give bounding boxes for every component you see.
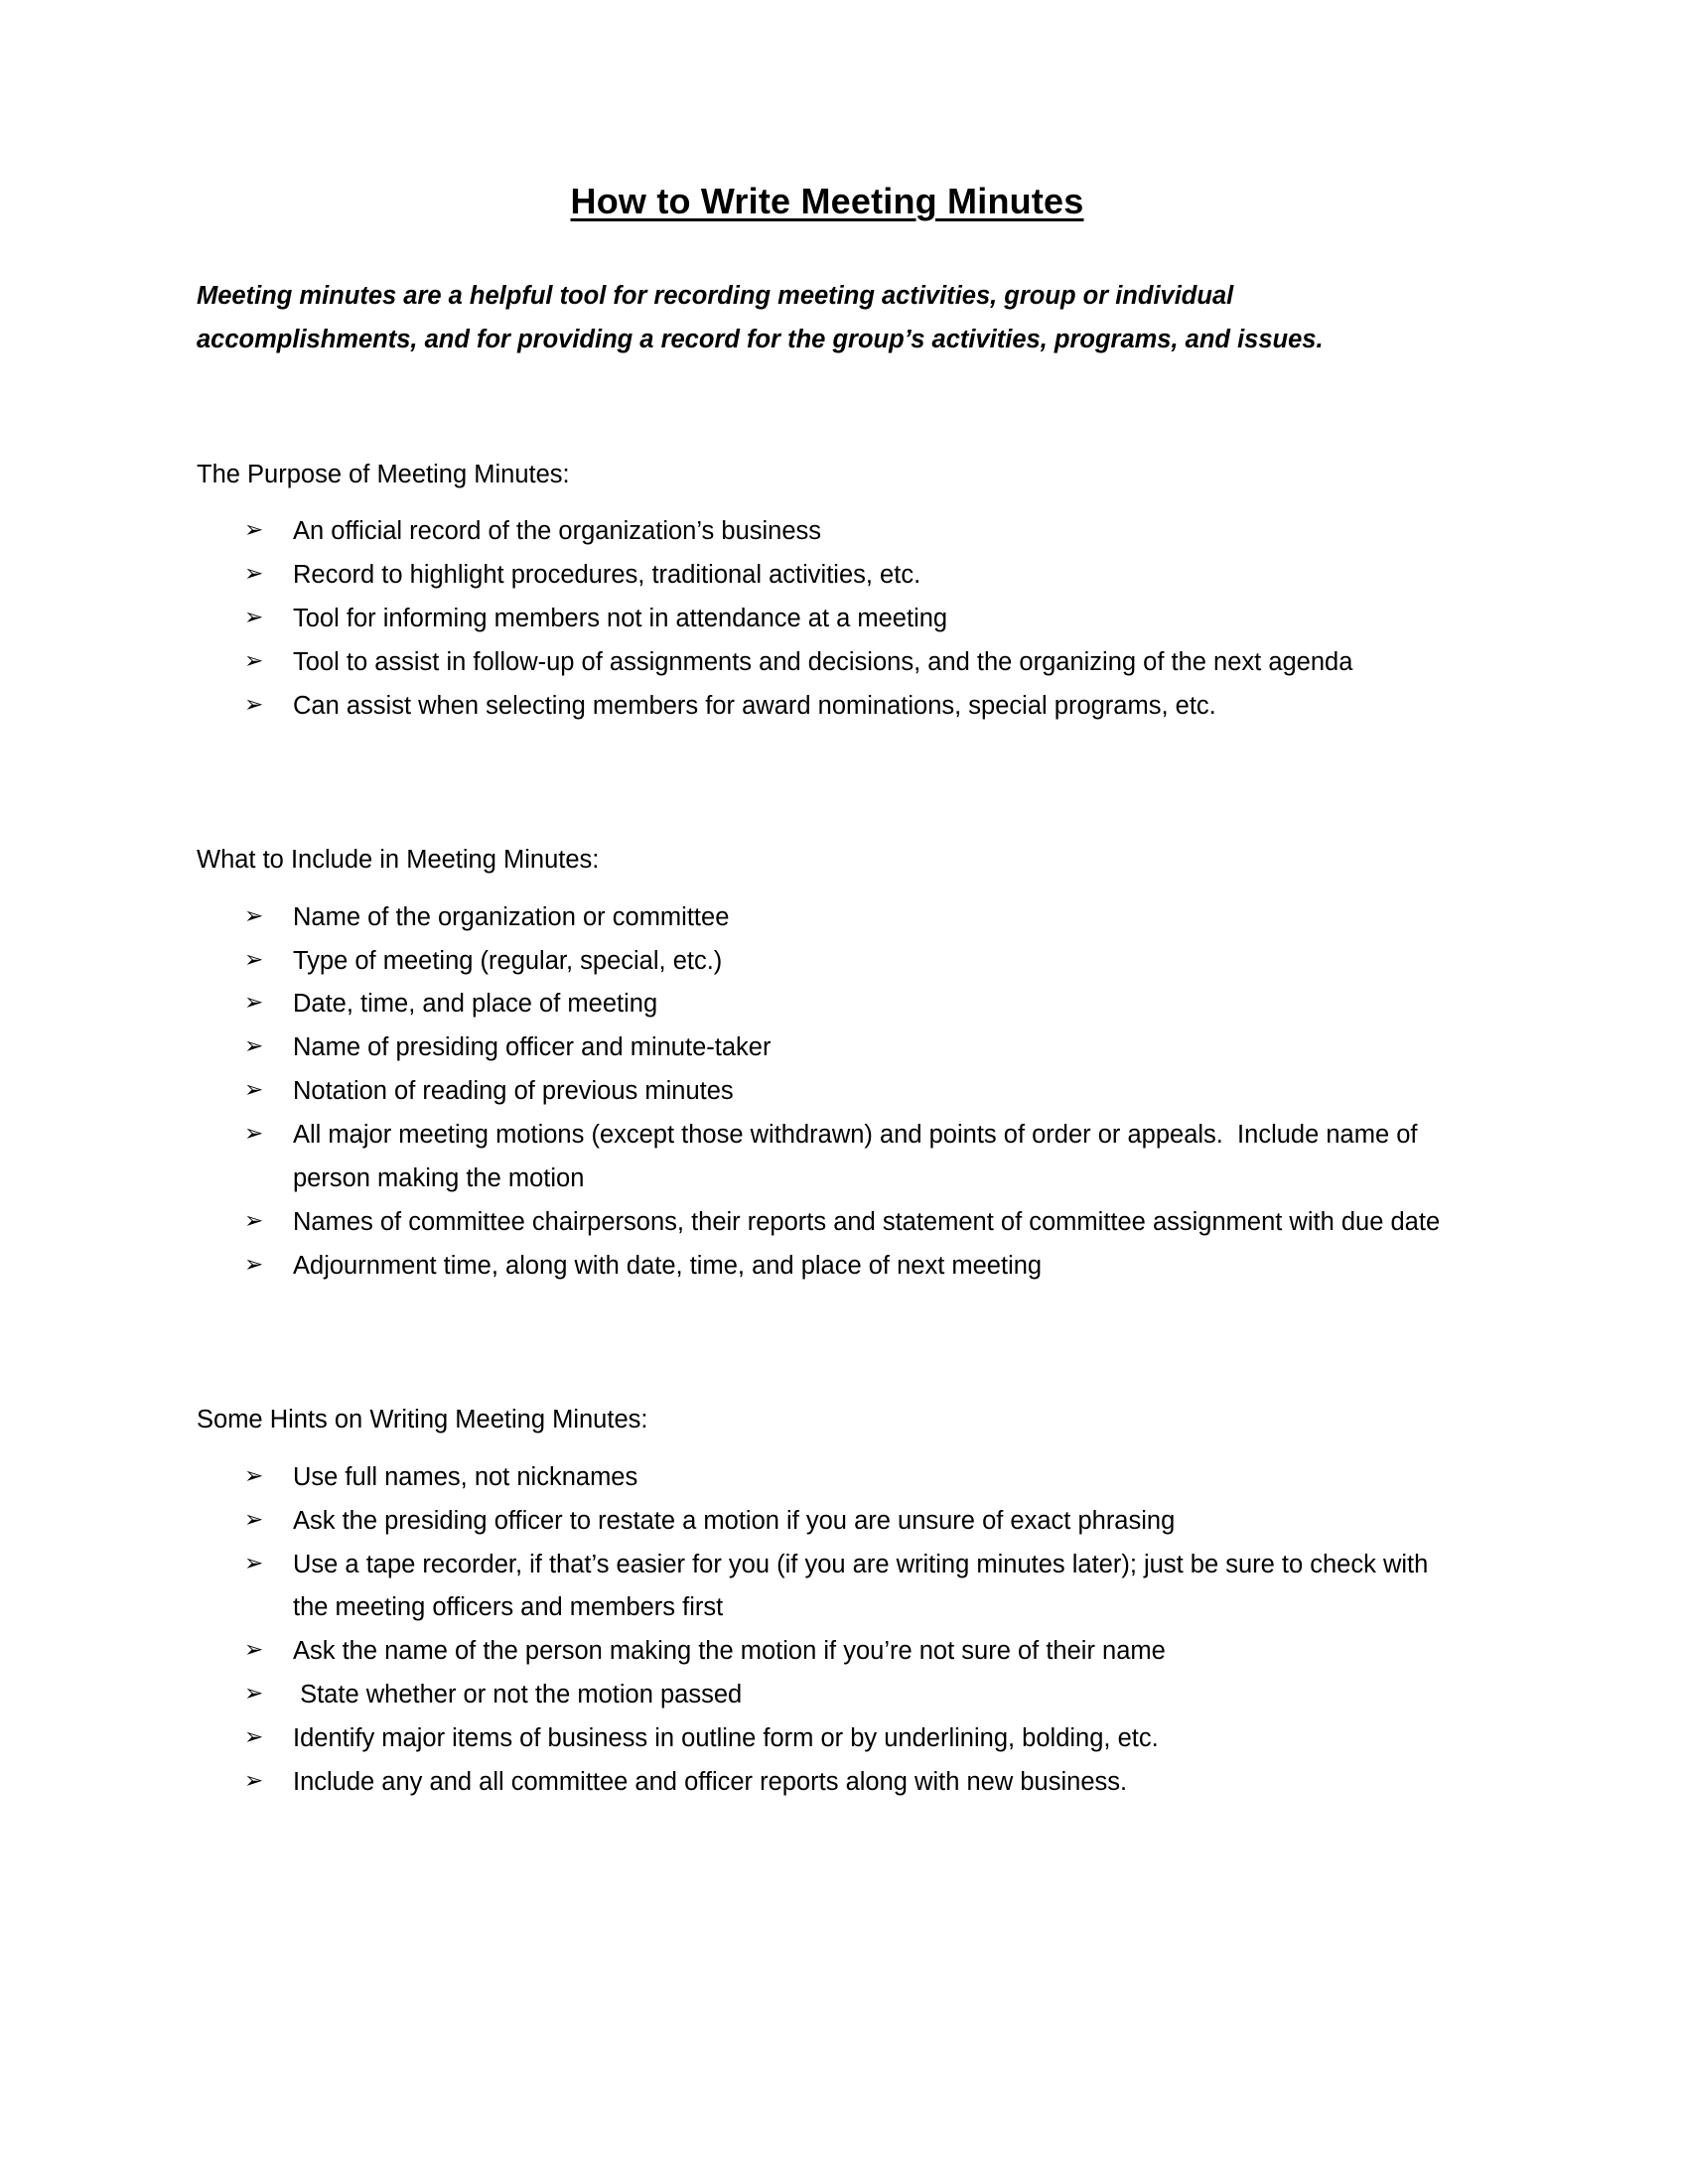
arrowhead-bullet-icon: ➢	[244, 1549, 264, 1575]
arrowhead-bullet-icon: ➢	[244, 945, 264, 972]
section-heading-purpose: The Purpose of Meeting Minutes:	[197, 460, 570, 488]
list-item-text: State whether or not the motion passed	[293, 1681, 743, 1709]
arrowhead-bullet-icon: ➢	[244, 1505, 264, 1532]
list-item	[197, 1201, 1458, 1245]
list-item	[197, 641, 1458, 685]
list-item-text: Date, time, and place of meeting	[293, 990, 658, 1019]
arrowhead-bullet-icon: ➢	[244, 516, 264, 543]
section-heading-include: What to Include in Meeting Minutes:	[197, 846, 600, 875]
arrowhead-bullet-icon: ➢	[244, 901, 264, 928]
arrowhead-bullet-icon: ➢	[244, 1032, 264, 1059]
section-hints	[197, 1399, 1458, 1804]
list-item	[197, 1456, 1458, 1500]
arrowhead-bullet-icon: ➢	[244, 1076, 264, 1103]
arrowhead-bullet-icon: ➢	[244, 646, 264, 673]
list-item	[197, 1761, 1458, 1805]
arrowhead-bullet-icon: ➢	[244, 603, 264, 629]
section-heading-hints: Some Hints on Writing Meeting Minutes:	[197, 1406, 648, 1434]
arrowhead-bullet-icon: ➢	[244, 1461, 264, 1488]
list-item	[197, 1674, 1458, 1717]
section-include	[197, 839, 1458, 1288]
list-item	[197, 1245, 1458, 1289]
list-item-text: Adjournment time, along with date, time, and place of next meeting	[293, 1251, 1043, 1280]
list-item	[197, 940, 1458, 984]
spacer	[197, 1288, 1458, 1399]
list-item-text: Tool to assist in follow-up of assignments and decisions, and the organizing of the next agenda	[293, 647, 1353, 676]
arrowhead-bullet-icon: ➢	[244, 559, 264, 586]
arrowhead-bullet-icon: ➢	[244, 1636, 264, 1663]
list-item-text: Tool for informing members not in attendance at a meeting	[293, 604, 948, 632]
bullet-list-include	[197, 896, 1458, 1289]
list-item	[197, 598, 1458, 641]
page-title-text: How to Write Meeting Minutes	[570, 181, 1084, 221]
arrowhead-bullet-icon: ➢	[244, 1680, 264, 1706]
list-item-text: All major meeting motions (except those withdrawn) and points of order or appeals. Include name of person making the motion	[293, 1121, 1425, 1192]
bullet-list-hints	[197, 1456, 1458, 1805]
arrowhead-bullet-icon: ➢	[244, 1722, 264, 1749]
list-item	[197, 554, 1458, 598]
arrowhead-bullet-icon: ➢	[244, 1120, 264, 1146]
list-item-text: Use a tape recorder, if that’s easier for you (if you are writing minutes later); just be sure to check with the meeting officers and members first	[293, 1550, 1436, 1622]
page-title	[197, 179, 1458, 223]
list-item	[197, 1630, 1458, 1674]
arrowhead-bullet-icon: ➢	[244, 690, 264, 717]
list-item-text: An official record of the organization’s business	[293, 517, 822, 546]
list-item	[197, 1717, 1458, 1761]
list-item-text: Name of the organization or committee	[293, 902, 730, 931]
spacer	[197, 362, 1458, 454]
document-body	[197, 179, 1458, 1805]
list-item	[197, 1026, 1458, 1070]
list-item-text: Ask the name of the person making the motion if you’re not sure of their name	[293, 1637, 1166, 1666]
bullet-list-purpose	[197, 510, 1458, 728]
list-item-text: Identify major items of business in outline form or by underlining, bolding, etc.	[293, 1723, 1159, 1752]
list-item-text: Ask the presiding officer to restate a motion if you are unsure of exact phrasing	[293, 1506, 1176, 1535]
list-item	[197, 1114, 1458, 1201]
list-item-text: Can assist when selecting members for award nominations, special programs, etc.	[293, 691, 1216, 720]
list-item-text: Use full names, not nicknames	[293, 1462, 638, 1491]
list-item-text: Names of committee chairpersons, their reports and statement of committee assignment with due date	[293, 1207, 1441, 1236]
list-item	[197, 983, 1458, 1026]
spacer	[197, 728, 1458, 839]
list-item	[197, 896, 1458, 940]
list-item-text: Include any and all committee and officer reports along with new business.	[293, 1767, 1128, 1796]
list-item	[197, 510, 1458, 554]
list-item-text: Record to highlight procedures, traditional activities, etc.	[293, 560, 921, 589]
list-item-text: Notation of reading of previous minutes	[293, 1077, 734, 1106]
arrowhead-bullet-icon: ➢	[244, 1206, 264, 1233]
list-item	[197, 685, 1458, 729]
intro-paragraph: Meeting minutes are a helpful tool for recording meeting activities, group or individual accomplishments, and for providing a record for the group’s activities, programs, and issues.	[197, 282, 1324, 353]
list-item-text: Type of meeting (regular, special, etc.)	[293, 946, 723, 975]
section-purpose	[197, 454, 1458, 729]
arrowhead-bullet-icon: ➢	[244, 989, 264, 1016]
list-item	[197, 1500, 1458, 1544]
list-item	[197, 1544, 1458, 1631]
list-item	[197, 1070, 1458, 1114]
arrowhead-bullet-icon: ➢	[244, 1250, 264, 1277]
arrowhead-bullet-icon: ➢	[244, 1766, 264, 1793]
list-item-text: Name of presiding officer and minute-taker	[293, 1033, 772, 1062]
